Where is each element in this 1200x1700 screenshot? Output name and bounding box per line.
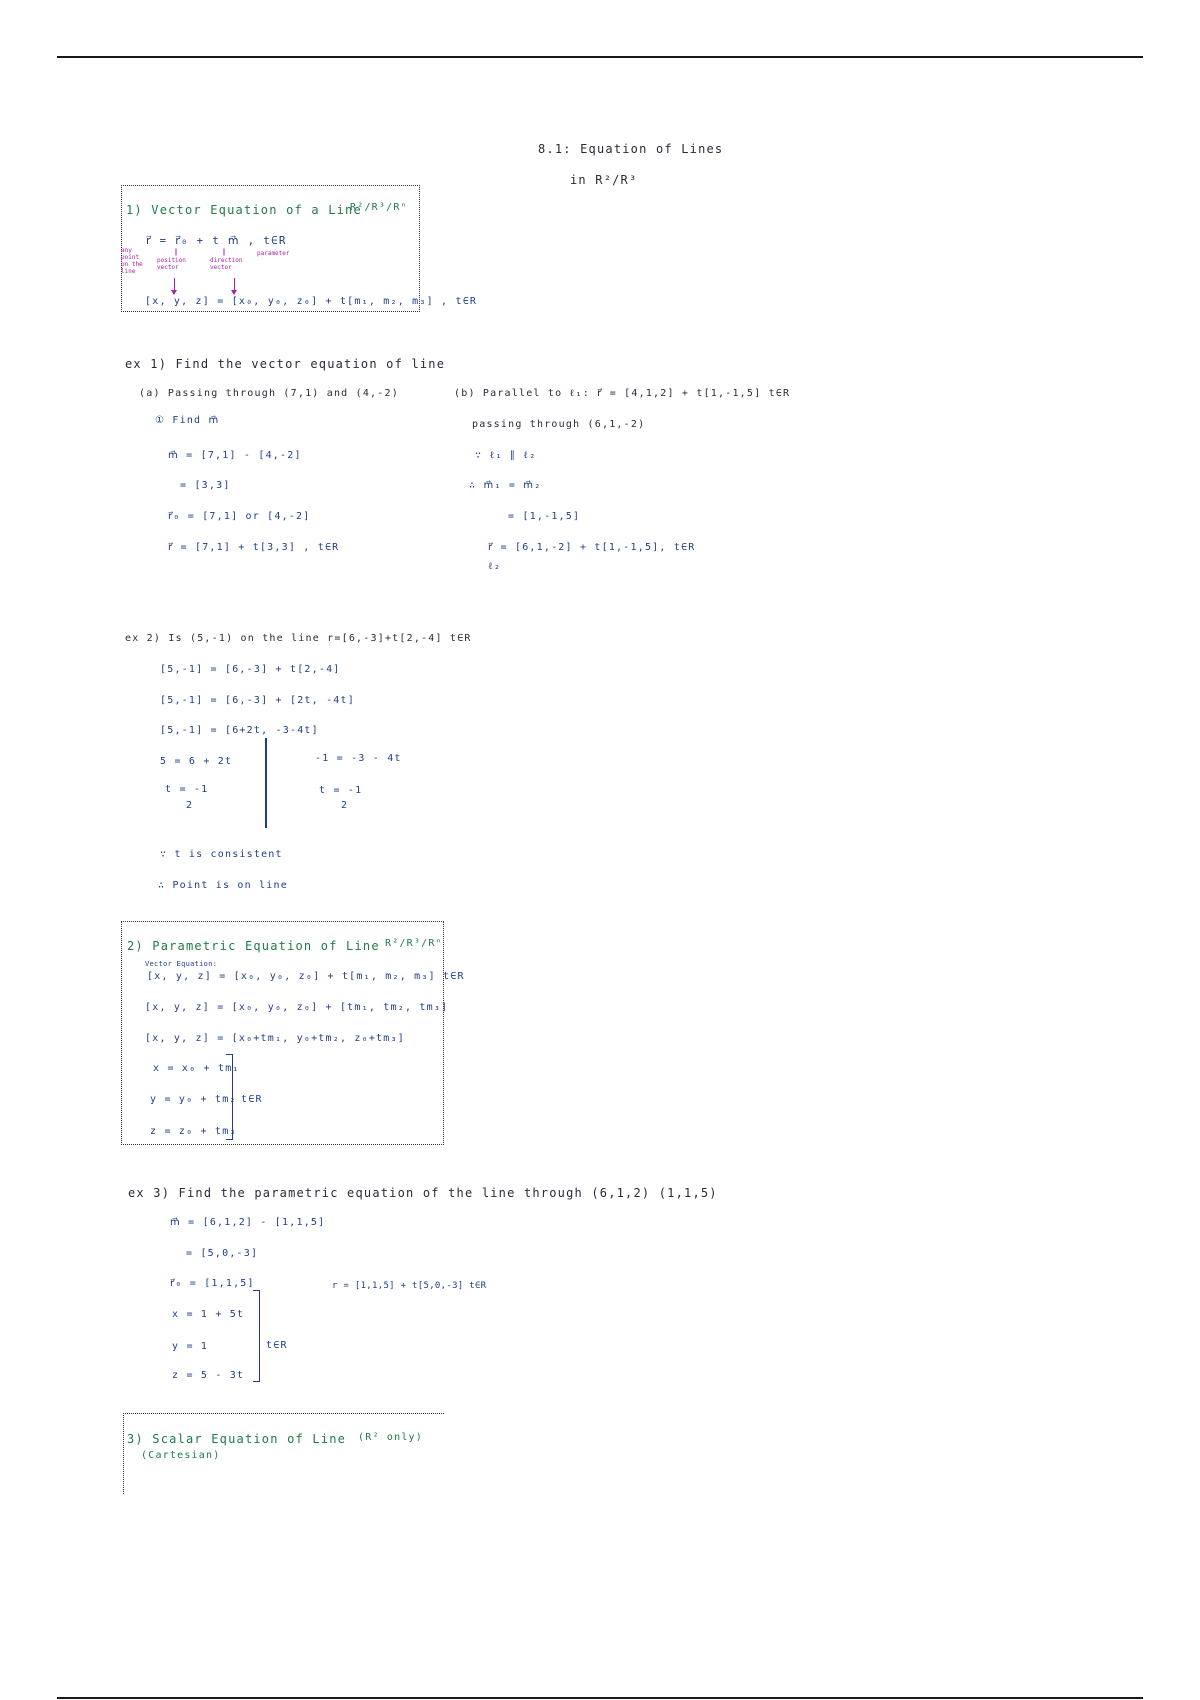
ex3-heading: ex 3) Find the parametric equation of the line through (6,1,2) (1,1,5) bbox=[128, 1186, 718, 1200]
section2-line-1: [x, y, z] = [x₀, y₀, z₀] + t[m₁, m₂, m₃] t∈R bbox=[147, 971, 465, 982]
section2-heading: 2) Parametric Equation of Line bbox=[127, 939, 380, 953]
section1-heading: 1) Vector Equation of a Line bbox=[126, 203, 362, 217]
ex1b-line-2: ∵ ℓ₁ ∥ ℓ₂ bbox=[475, 450, 537, 461]
section2-line-2: [x, y, z] = [x₀, y₀, z₀] + [tm₁, tm₂, tm₃] bbox=[145, 1002, 449, 1013]
section3-heading: 3) Scalar Equation of Line bbox=[127, 1432, 347, 1446]
ex1a-line-1: m⃗ = [7,1] - [4,-2] bbox=[168, 450, 302, 461]
ex3-sys-3: z = 5 - 3t bbox=[172, 1370, 245, 1381]
ex2-line-2: [5,-1] = [6,-3] + [2t, -4t] bbox=[160, 695, 355, 706]
ex3-tr: t∈R bbox=[266, 1340, 288, 1351]
section2-sys-1: x = x₀ + tm₁ bbox=[153, 1063, 240, 1074]
top-rule bbox=[57, 56, 1143, 58]
section2-sub: Vector Equation: bbox=[145, 960, 218, 968]
label-any-point: any point on the line bbox=[121, 247, 143, 275]
page-subtitle: in R²/R³ bbox=[570, 173, 638, 187]
section2-bracket bbox=[226, 1054, 233, 1140]
ex1a-step: ① Find m⃗ bbox=[155, 415, 220, 426]
ex3-vector-form: r = [1,1,5] + t[5,0,-3] t∈R bbox=[332, 1281, 487, 1291]
label-direction-vector: direction vector bbox=[210, 257, 243, 271]
ex2-right-2: t = -1 bbox=[319, 785, 363, 796]
ex3-sys-1: x = 1 + 5t bbox=[172, 1309, 245, 1320]
ex1b-line-6: ℓ₂ bbox=[488, 561, 502, 572]
tick-m bbox=[224, 249, 225, 256]
ex3-bracket bbox=[253, 1290, 260, 1382]
ex3-sys-2: y = 1 bbox=[172, 1341, 209, 1352]
ex1b-line-1: passing through (6,1,-2) bbox=[472, 419, 646, 430]
ex2-left-2: t = -1 bbox=[165, 784, 209, 795]
section2-sys-3: z = z₀ + tm₃ bbox=[150, 1126, 237, 1137]
arrow-position bbox=[174, 278, 175, 292]
section1-spaces: R²/R³/Rⁿ bbox=[350, 202, 408, 213]
ex2-line-1: [5,-1] = [6,-3] + t[2,-4] bbox=[160, 664, 341, 675]
vector-equation-expanded: [x, y, z] = [x₀, y₀, z₀] + t[m₁, m₂, m₃] , t∈R bbox=[145, 296, 478, 307]
section2-spaces: R²/R³/Rⁿ bbox=[385, 938, 443, 949]
ex3-line-1: m⃗ = [6,1,2] - [1,1,5] bbox=[170, 1217, 326, 1228]
ex1a-line-2: = [3,3] bbox=[180, 480, 231, 491]
ex1b-line-3: ∴ m⃗₁ = m⃗₂ bbox=[469, 480, 542, 491]
section2-line-3: [x, y, z] = [x₀+tm₁, y₀+tm₂, z₀+tm₃] bbox=[145, 1033, 405, 1044]
ex2-line-3: [5,-1] = [6+2t, -3-4t] bbox=[160, 725, 319, 736]
ex1-heading: ex 1) Find the vector equation of line bbox=[125, 357, 446, 371]
ex2-heading: ex 2) Is (5,-1) on the line r=[6,-3]+t[2,-4] t∈R bbox=[125, 633, 472, 644]
ex2-conclusion-1: ∵ t is consistent bbox=[160, 849, 283, 860]
ex1a-title: (a) Passing through (7,1) and (4,-2) bbox=[139, 388, 399, 399]
arrow-direction bbox=[234, 278, 235, 292]
ex2-divider bbox=[265, 738, 267, 828]
ex2-right-3: 2 bbox=[341, 800, 349, 811]
ex1b-line-5: r⃗ = [6,1,-2] + t[1,-1,5], t∈R bbox=[488, 542, 696, 553]
vector-equation: r⃗ = r⃗₀ + t m⃗ , t∈R bbox=[146, 234, 287, 247]
ex1b-title: (b) Parallel to ℓ₁: r⃗ = [4,1,2] + t[1,-1,5] t∈R bbox=[454, 388, 791, 399]
ex1a-line-4: r⃗ = [7,1] + t[3,3] , t∈R bbox=[168, 542, 340, 553]
ex3-line-2: = [5,0,-3] bbox=[186, 1248, 259, 1259]
section2-tr: t∈R bbox=[241, 1094, 263, 1105]
tick-r0 bbox=[176, 249, 177, 256]
ex1a-line-3: r⃗₀ = [7,1] or [4,-2] bbox=[168, 511, 311, 522]
label-parameter: parameter bbox=[257, 250, 290, 257]
ex2-right-1: -1 = -3 - 4t bbox=[315, 753, 402, 764]
ex2-left-1: 5 = 6 + 2t bbox=[160, 756, 233, 767]
bottom-rule bbox=[57, 1697, 1143, 1699]
page-title: 8.1: Equation of Lines bbox=[538, 142, 724, 156]
section2-sys-2: y = y₀ + tm₂ bbox=[150, 1094, 237, 1105]
ex2-left-3: 2 bbox=[186, 800, 194, 811]
section3-note: (R² only) bbox=[358, 1432, 423, 1443]
section3-sub: (Cartesian) bbox=[141, 1450, 221, 1461]
label-position-vector: position vector bbox=[157, 257, 186, 271]
ex1b-line-4: = [1,-1,5] bbox=[508, 511, 581, 522]
ex2-conclusion-2: ∴ Point is on line bbox=[158, 880, 288, 891]
ex3-line-3: r⃗₀ = [1,1,5] bbox=[170, 1278, 255, 1289]
